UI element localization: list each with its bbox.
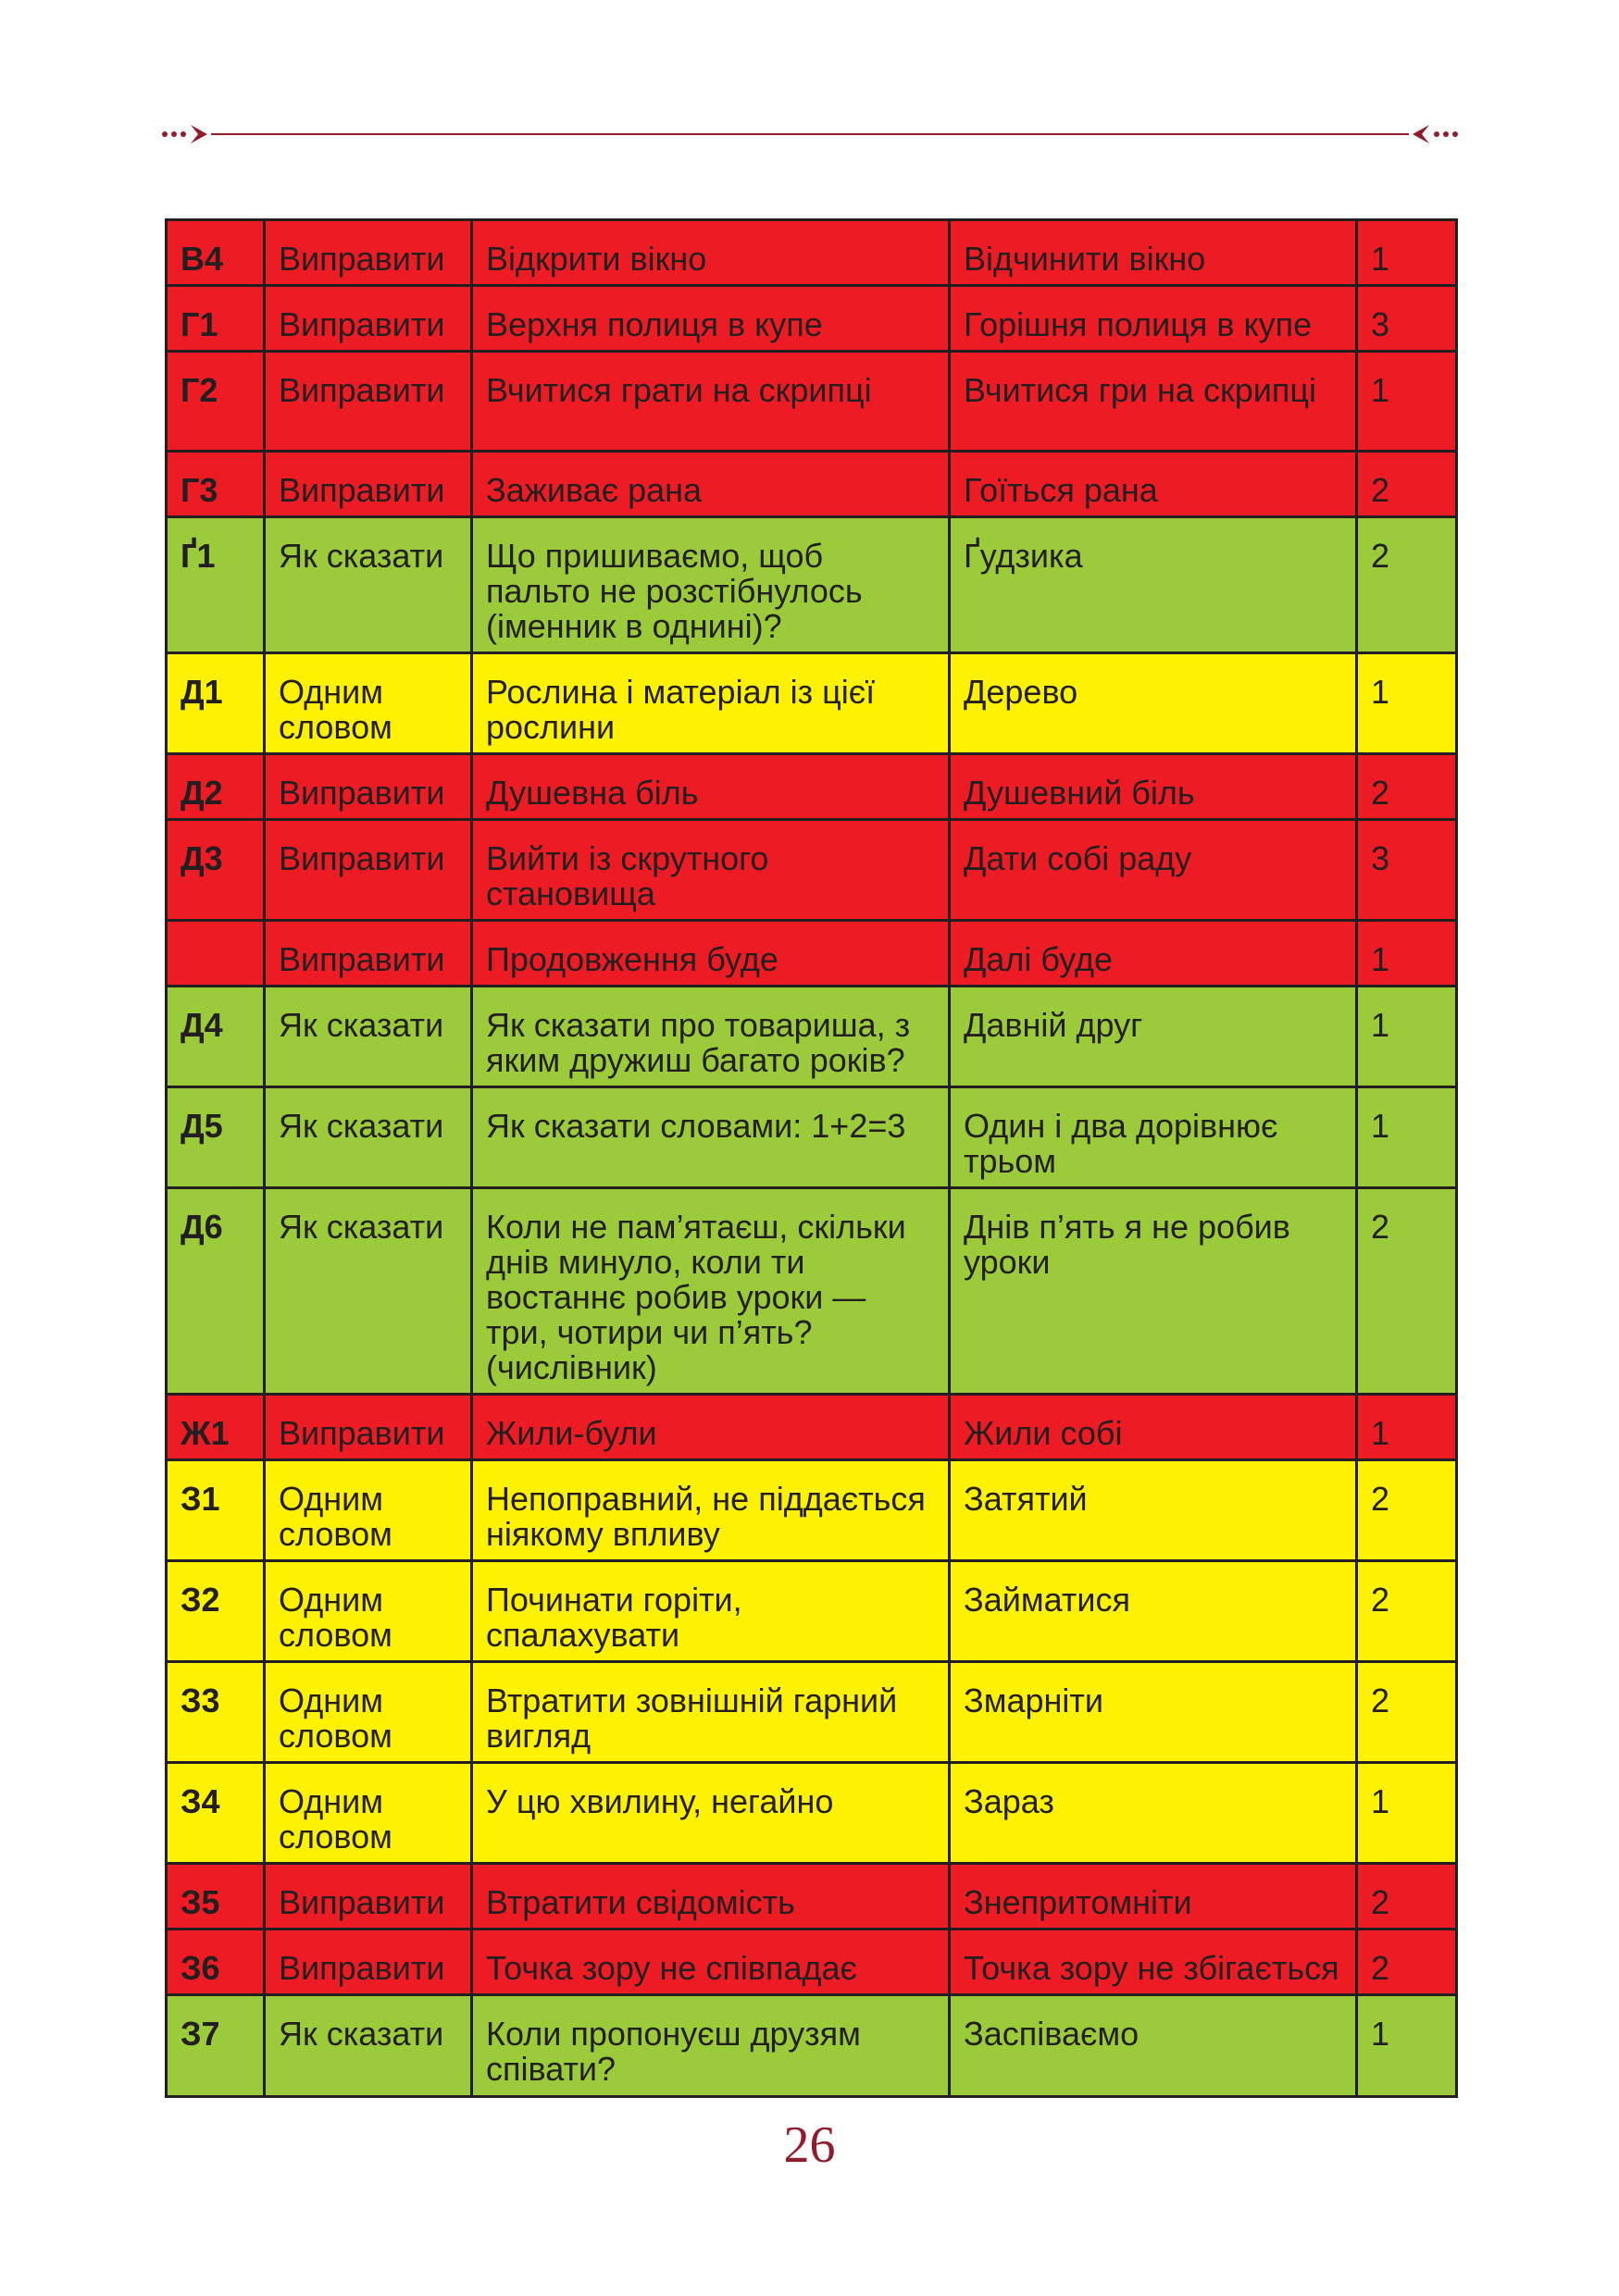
question-code: З5 — [167, 1864, 265, 1930]
points: 2 — [1357, 452, 1457, 517]
task-type: Як сказати — [265, 1188, 472, 1395]
task-type: Виправити — [265, 1930, 472, 1995]
answer-text: Відчинити вікно — [950, 220, 1357, 286]
answer-text: Точка зору не збігається — [950, 1930, 1357, 1995]
page-number: 26 — [783, 2116, 836, 2174]
answer-text: Далі буде — [950, 921, 1357, 987]
answer-text: Ґудзика — [950, 517, 1357, 653]
answer-text: Займатися — [950, 1561, 1357, 1662]
task-type: Виправити — [265, 452, 472, 517]
points: 2 — [1357, 1561, 1457, 1662]
table-row — [167, 754, 1457, 820]
points: 2 — [1357, 1460, 1457, 1561]
question-text: Вийти із скрутного становища — [472, 820, 950, 921]
question-code: Д6 — [167, 1188, 265, 1395]
task-type: Виправити — [265, 921, 472, 987]
answer-text: Заспіваємо — [950, 1995, 1357, 2097]
task-type: Як сказати — [265, 1995, 472, 2097]
table-row — [167, 1460, 1457, 1561]
header-ornament — [159, 120, 1461, 148]
task-type: Одним словом — [265, 653, 472, 754]
table-row — [167, 1662, 1457, 1763]
question-code: З4 — [167, 1763, 265, 1864]
points: 1 — [1357, 987, 1457, 1087]
answer-text: Душевний біль — [950, 754, 1357, 820]
answer-text: Гоїться рана — [950, 452, 1357, 517]
answer-text: Зараз — [950, 1763, 1357, 1864]
points: 1 — [1357, 1087, 1457, 1188]
table-row — [167, 1995, 1457, 2097]
question-text: Як сказати словами: 1+2=3 — [472, 1087, 950, 1188]
question-text: Як сказати про товариша, з яким дружиш багато років? — [472, 987, 950, 1087]
question-text: Продовження буде — [472, 921, 950, 987]
question-text: Вчитися грати на скрипці — [472, 352, 950, 452]
table-row — [167, 921, 1457, 987]
task-type: Одним словом — [265, 1460, 472, 1561]
table-row — [167, 1087, 1457, 1188]
points: 1 — [1357, 653, 1457, 754]
table-row — [167, 517, 1457, 653]
table-row — [167, 1395, 1457, 1460]
question-text: Втратити свідомість — [472, 1864, 950, 1930]
table-row — [167, 820, 1457, 921]
table-row — [167, 452, 1457, 517]
task-type: Одним словом — [265, 1662, 472, 1763]
question-code: Г2 — [167, 352, 265, 452]
question-text: Верхня полиця в купе — [472, 286, 950, 352]
answer-text: Один і два дорівнює трьом — [950, 1087, 1357, 1188]
question-code: З3 — [167, 1662, 265, 1763]
answer-text: Горішня полиця в купе — [950, 286, 1357, 352]
task-type: Виправити — [265, 1864, 472, 1930]
answer-text: Дати собі раду — [950, 820, 1357, 921]
question-code: В4 — [167, 220, 265, 286]
table-row — [167, 987, 1457, 1087]
answer-text: Давній друг — [950, 987, 1357, 1087]
table-row — [167, 653, 1457, 754]
task-type: Виправити — [265, 820, 472, 921]
question-code: Г1 — [167, 286, 265, 352]
question-text: Непоправний, не піддається ніякому впливу — [472, 1460, 950, 1561]
table-row — [167, 1864, 1457, 1930]
answer-text: Знепритомніти — [950, 1864, 1357, 1930]
points: 1 — [1357, 1395, 1457, 1460]
task-type: Як сказати — [265, 987, 472, 1087]
points: 2 — [1357, 1662, 1457, 1763]
answer-text: Затятий — [950, 1460, 1357, 1561]
quiz-table — [165, 218, 1458, 2098]
question-code — [167, 921, 265, 987]
answer-text: Дерево — [950, 653, 1357, 754]
quiz-table-body — [167, 220, 1457, 2097]
points: 1 — [1357, 220, 1457, 286]
question-text: Точка зору не співпадає — [472, 1930, 950, 1995]
table-row — [167, 1763, 1457, 1864]
question-text: Душевна біль — [472, 754, 950, 820]
question-text: Втратити зовнішній гарний вигляд — [472, 1662, 950, 1763]
task-type: Виправити — [265, 754, 472, 820]
points: 1 — [1357, 352, 1457, 452]
points: 2 — [1357, 1864, 1457, 1930]
question-text: Коли пропонуєш друзям співати? — [472, 1995, 950, 2097]
question-text: Рослина і матеріал із цієї рослини — [472, 653, 950, 754]
points: 2 — [1357, 1188, 1457, 1395]
points: 3 — [1357, 820, 1457, 921]
table-row — [167, 1561, 1457, 1662]
answer-text: Жили собі — [950, 1395, 1357, 1460]
points: 1 — [1357, 1763, 1457, 1864]
task-type: Виправити — [265, 220, 472, 286]
question-code: Д1 — [167, 653, 265, 754]
task-type: Виправити — [265, 352, 472, 452]
question-text: Заживає рана — [472, 452, 950, 517]
question-code: Ж1 — [167, 1395, 265, 1460]
task-type: Одним словом — [265, 1561, 472, 1662]
question-text: Коли не пам’ятаєш, скільки днів минуло, коли ти востаннє робив уроки — три, чотири чи п’ять? (числівник) — [472, 1188, 950, 1395]
question-text: Що пришиваємо, щоб пальто не розстібнулось (іменник в однині)? — [472, 517, 950, 653]
question-code: З6 — [167, 1930, 265, 1995]
question-code: Д3 — [167, 820, 265, 921]
task-type: Як сказати — [265, 1087, 472, 1188]
table-row — [167, 352, 1457, 452]
table-row — [167, 1188, 1457, 1395]
task-type: Виправити — [265, 286, 472, 352]
question-text: Починати горіти, спалахувати — [472, 1561, 950, 1662]
question-code: Д5 — [167, 1087, 265, 1188]
points: 1 — [1357, 921, 1457, 987]
table-row — [167, 286, 1457, 352]
question-code: Ґ1 — [167, 517, 265, 653]
answer-text: Змарніти — [950, 1662, 1357, 1763]
points: 2 — [1357, 517, 1457, 653]
table-row — [167, 220, 1457, 286]
question-code: З1 — [167, 1460, 265, 1561]
answer-text: Вчитися гри на скрипці — [950, 352, 1357, 452]
task-type: Одним словом — [265, 1763, 472, 1864]
question-text: Жили-були — [472, 1395, 950, 1460]
question-code: З7 — [167, 1995, 265, 2097]
points: 2 — [1357, 1930, 1457, 1995]
points: 2 — [1357, 754, 1457, 820]
table-row — [167, 1930, 1457, 1995]
question-code: Д2 — [167, 754, 265, 820]
answer-text: Днів п’ять я не робив уроки — [950, 1188, 1357, 1395]
question-code: Г3 — [167, 452, 265, 517]
question-text: У цю хвилину, негайно — [472, 1763, 950, 1864]
task-type: Як сказати — [265, 517, 472, 653]
question-text: Відкрити вікно — [472, 220, 950, 286]
task-type: Виправити — [265, 1395, 472, 1460]
points: 3 — [1357, 286, 1457, 352]
question-code: Д4 — [167, 987, 265, 1087]
question-code: З2 — [167, 1561, 265, 1662]
points: 1 — [1357, 1995, 1457, 2097]
